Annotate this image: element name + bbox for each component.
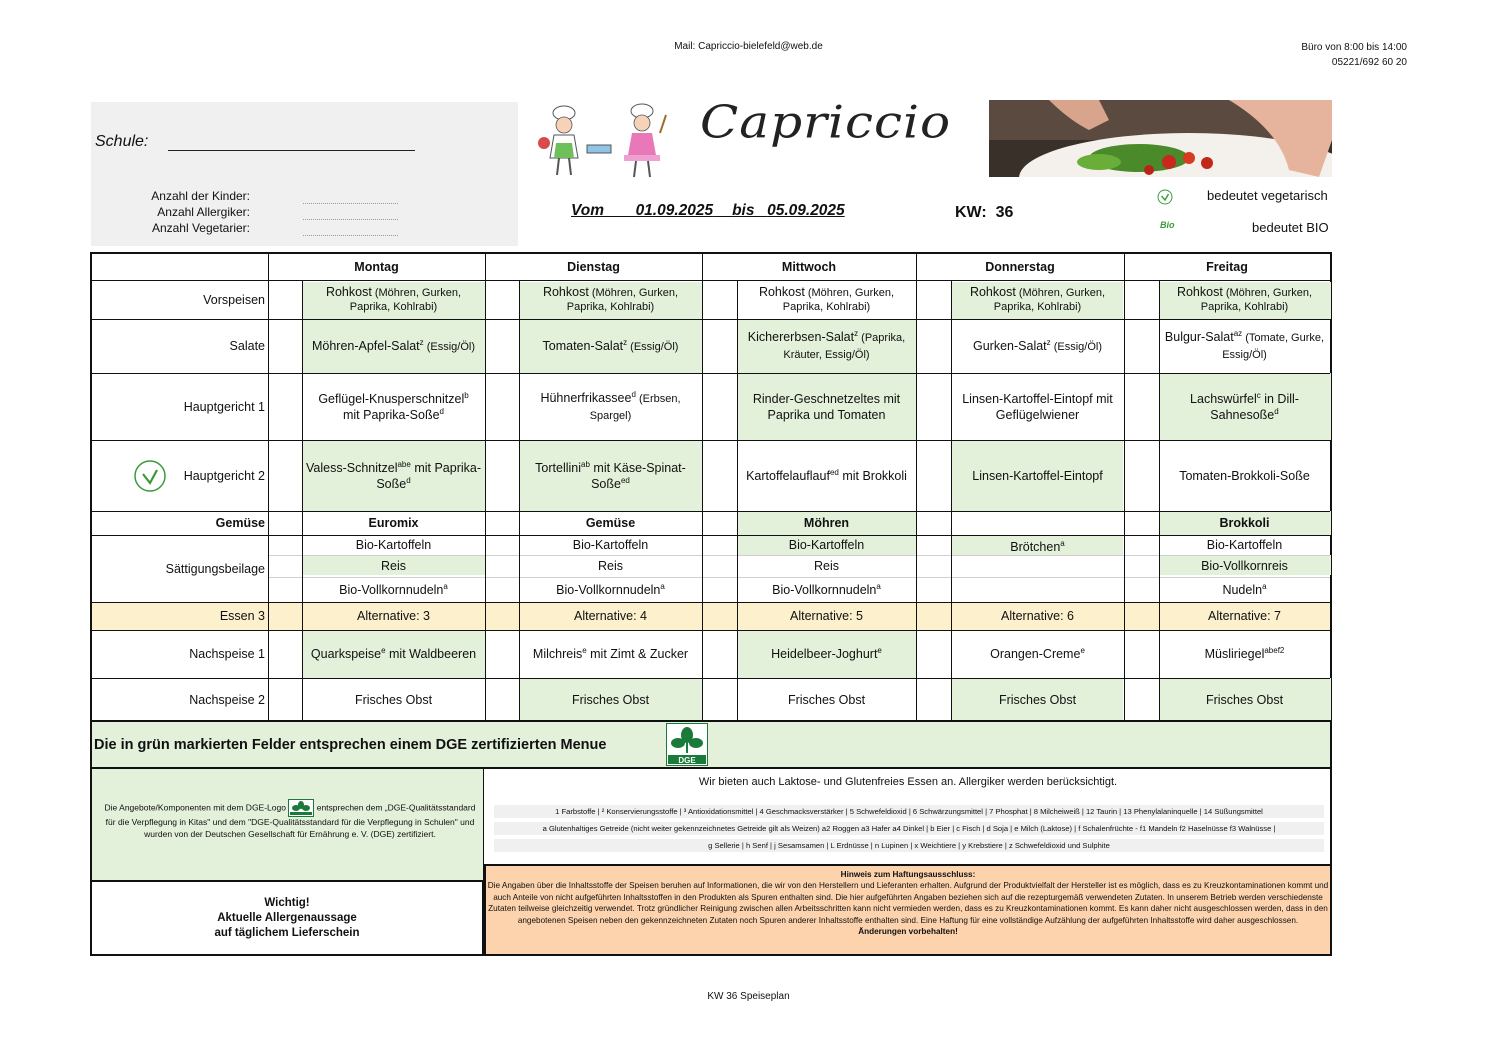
row-label-hauptgericht-2: Hauptgericht 2	[183, 468, 265, 483]
legend-bio-text: bedeutet BIO	[1252, 220, 1329, 235]
menu-item: Orangen-Creme$^e$	[990, 645, 1085, 661]
menu-item	[951, 577, 1124, 602]
menu-item: Euromix	[368, 516, 419, 530]
kw-value: 36	[995, 204, 1014, 221]
menu-item: Bio-Vollkornnudeln$^a$	[772, 581, 881, 597]
menu-item: Lachswürfel$^c$ in Dill-Sahnesoße$^d$	[1190, 390, 1299, 422]
menu-item: Rohkost (Möhren, Gurken, Paprika, Kohlrabi)	[969, 284, 1106, 313]
menu-item: Bio-Vollkornnudeln$^a$	[556, 581, 665, 597]
brand-logo: Capriccio	[700, 95, 952, 149]
menu-item: Rohkost (Möhren, Gurken, Paprika, Kohlrabi)	[325, 284, 462, 313]
allergy-title: Wir bieten auch Laktose- und Glutenfreies Essen an. Allergiker werden berücksichtigt.	[698, 776, 1118, 788]
menu-item: Frisches Obst	[571, 693, 650, 707]
menu-item: Geflügel-Knusperschnitzel$^b$ mit Paprika-Soße$^d$	[318, 390, 469, 422]
row-label-nachspeise-1: Nachspeise 1	[189, 647, 265, 661]
menu-item: Kartoffelauflauf$^{ed}$ mit Brokkoli	[746, 467, 907, 483]
menu-item: Alternative: 3	[357, 609, 430, 623]
menu-item: Brokkoli	[1219, 516, 1270, 530]
wichtig-text: Wichtig! Aktuelle Allergenaussage auf täglichem Lieferschein	[214, 897, 360, 939]
menu-item: Gurken-Salat$^z$ (Essig/Öl)	[973, 337, 1102, 353]
row-label-nachspeise-2: Nachspeise 2	[189, 693, 265, 707]
count-children-label: Anzahl der Kinder:	[151, 189, 250, 203]
contact-mail: Mail: Capriccio-bielefeld@web.de	[674, 41, 823, 52]
school-name-field[interactable]	[168, 150, 415, 151]
menu-grid	[90, 252, 1332, 722]
row-label-essen-3: Essen 3	[219, 609, 265, 623]
menu-item: Reis	[597, 559, 623, 573]
disclaimer-text	[487, 869, 1329, 937]
menu-item: Rohkost (Möhren, Gurken, Paprika, Kohlrabi)	[542, 284, 679, 313]
bio-icon: Bio	[1160, 220, 1175, 230]
menu-item: Frisches Obst	[354, 693, 433, 707]
menu-item: Nudeln$^a$	[1222, 581, 1267, 597]
menu-item: Milchreis$^e$ mit Zimt & Zucker	[532, 645, 689, 661]
disclaimer-end: Änderungen vorbehalten!	[858, 927, 958, 937]
day-header-donnerstag: Donnerstag	[985, 260, 1055, 274]
food-photo	[989, 100, 1332, 177]
menu-item: Reis	[813, 559, 839, 573]
day-header-dienstag: Dienstag	[567, 260, 620, 274]
dge-logo-icon	[666, 723, 708, 766]
day-header-mittwoch: Mittwoch	[781, 260, 837, 274]
menu-item: Alternative: 7	[1208, 609, 1281, 623]
menu-item: Hühnerfrikassee$^d$ (Erbsen, Spargel)	[540, 389, 681, 422]
row-label-saettigungsbeilage: Sättigungsbeilage	[165, 561, 265, 576]
additives-legend: 1 Farbstoffe | ² Konservierungsstoffe | ³ Antioxidationsmittel | 4 Geschmacksverstärker | 5 Schwefeldioxid | 6 Schwärzungsmittel | 7 Phosphat | 8 Milcheiweiß | 12 Taurin | 13 Phenylalaninquelle | 14 Süßungsmittel	[494, 805, 1324, 818]
menu-item: Bio-Kartoffeln	[1206, 538, 1283, 552]
menu-item: Müsliriegel$^{abef2}$	[1204, 645, 1285, 661]
veg-leaf-icon	[1157, 189, 1173, 205]
menu-item: Valess-Schnitzel$^{abe}$ mit Paprika-Soße$^d$	[306, 459, 481, 491]
row-label-hauptgericht-1: Hauptgericht 1	[183, 399, 265, 414]
menu-item: Heidelbeer-Joghurt$^e$	[771, 645, 882, 661]
menu-item: Gemüse	[585, 516, 636, 530]
calendar-week	[955, 204, 1013, 222]
row-label-gemuese: Gemüse	[215, 516, 265, 530]
menu-item: Möhren-Apfel-Salat$^z$ (Essig/Öl)	[311, 337, 476, 353]
menu-item: Frisches Obst	[998, 693, 1077, 707]
menu-item: Frisches Obst	[787, 693, 866, 707]
row-label-salate: Salate	[229, 339, 265, 353]
date-to: 05.09.2025	[767, 202, 845, 219]
menu-item: Linsen-Kartoffel-Eintopf	[972, 468, 1103, 483]
dge-info-text: Die Angebote/Komponenten mit dem DGE-Logo entsprechen dem „DGE-Qualitätsstandard für die Verpflegung in Kitas" und dem "DGE-Qualitätsstandard für die Verpflegung in Schulen" und wurden von der Deutschen Gesellschaft für Ernährung e. V. (DGE) zertifiziert.	[100, 799, 480, 840]
office-info	[1301, 40, 1407, 70]
menu-item: Rinder-Geschnetzeltes mit Paprika und Tomaten	[752, 391, 901, 422]
legend-veg-text: bedeutet vegetarisch	[1207, 188, 1328, 203]
menu-item: Linsen-Kartoffel-Eintopf mit Geflügelwiener	[962, 391, 1113, 422]
bis-label: bis	[732, 202, 755, 219]
menu-item: Reis	[380, 559, 406, 573]
menu-item: Bio-Kartoffeln	[788, 538, 865, 552]
page-footer: KW 36 Speiseplan	[707, 991, 790, 1002]
allergens-legend-2: g Sellerie | h Senf | j Sesamsamen | L Erdnüsse | n Lupinen | x Weichtiere | y Krebstiere | z Schwefeldioxid und Sulphite	[494, 839, 1324, 852]
menu-item: Bio-Vollkornnudeln$^a$	[339, 581, 448, 597]
vom-label: Vom	[571, 202, 605, 219]
row-label-vorspeisen: Vorspeisen	[203, 292, 265, 307]
menu-item: Kichererbsen-Salat$^z$ (Paprika, Kräuter, Essig/Öl)	[747, 328, 906, 361]
date-from: 01.09.2025	[635, 202, 714, 219]
menu-item: Tomaten-Brokkoli-Soße	[1179, 468, 1310, 483]
menu-item: Rohkost (Möhren, Gurken, Paprika, Kohlrabi)	[758, 284, 895, 313]
chefs-illustration	[532, 103, 672, 181]
date-range	[571, 202, 845, 220]
menu-item: Möhren	[803, 516, 850, 530]
menu-item: Bio-Vollkornreis	[1201, 559, 1288, 573]
day-header-montag: Montag	[354, 260, 399, 274]
allergens-legend: a Glutenhaltiges Getreide (nicht weiter gekennzeichnetes Getreide gilt als Weizen) a2 Roggen a3 Hafer a4 Dinkel | b Eier | c Fisch | d Soja | e Milch (Laktose) | f Schalenfrüchte - f1 Mandeln f2 Haselnüsse f3 Walnüsse |	[494, 822, 1324, 835]
dge-logo-icon	[288, 799, 314, 817]
menu-item: Quarkspeise$^e$ mit Waldbeeren	[310, 645, 477, 661]
disclaimer-title: Hinweis zum Haftungsausschluss:	[840, 870, 976, 879]
menu-item: Rohkost (Möhren, Gurken, Paprika, Kohlrabi)	[1176, 284, 1313, 313]
count-allergic-label: Anzahl Allergiker:	[157, 205, 250, 219]
menu-item: Tomaten-Salat$^z$ (Essig/Öl)	[542, 337, 679, 353]
count-vegetarian-field[interactable]	[303, 235, 398, 236]
disclaimer-body: Die Angaben über die Inhaltsstoffe der Speisen beruhen auf Informationen, die wir von den Herstellern und Lieferanten erhalten. Aufgrund der Produktvielfalt der Hersteller ist es möglich, dass es zu Kreuzkontaminationen kommt und auch Anteile von nicht aufgeführten Inhaltsstoffen in den Produkten als Spuren enthalten sind. Die hier aufgeführten Angaben beziehen sich auf die rezepturgemäß verwendeten Zutaten. In unserem Betrieb werden verschiedenste Zutaten teilweise gleichzeitig verwendet. Trotz gründlicher Reinigung zwischen allen Arbeitsschritten kann nicht vermieden werden, dass es zu Kreuzkontaminationen kommt. Es kann daher nicht ausgeschlossen werden, dass in den angebotenen Speisen neben den gekennzeichneten Zutaten noch Spuren anderer Inhaltsstoffe enthalten sind. Eine Haftung für eine vollständige Aufzählung der aufgeführten Inhaltsstoffe wird daher ausgeschlossen.	[487, 881, 1329, 925]
phone: 05221/692 60 20	[1331, 57, 1407, 68]
menu-item: Bulgur-Salat$^{az}$ (Tomate, Gurke, Essig/Öl)	[1164, 328, 1325, 361]
kw-label: KW:	[955, 204, 987, 221]
day-header-freitag: Freitag	[1206, 260, 1248, 274]
menu-item: Frisches Obst	[1205, 693, 1284, 707]
svg-text:DGE: DGE	[678, 756, 696, 765]
menu-item: Brötchen$^a$	[1010, 538, 1065, 554]
menu-item: Bio-Kartoffeln	[572, 538, 649, 552]
menu-item	[951, 555, 1124, 577]
menu-item	[951, 511, 1124, 535]
menu-item: Bio-Kartoffeln	[355, 538, 432, 552]
office-hours: Büro von 8:00 bis 14:00	[1301, 42, 1407, 53]
menu-item: Alternative: 4	[574, 609, 647, 623]
count-children-field[interactable]	[303, 203, 398, 204]
dge-banner-text: Die in grün markierten Felder entsprechen einem DGE zertifizierten Menue	[94, 737, 607, 753]
menu-item: Alternative: 6	[1001, 609, 1074, 623]
menu-item: Alternative: 5	[790, 609, 863, 623]
count-vegetarian-label: Anzahl Vegetarier:	[151, 221, 250, 235]
count-allergic-field[interactable]	[303, 219, 398, 220]
school-label: Schule:	[95, 133, 149, 150]
veg-leaf-icon	[134, 460, 166, 492]
menu-item: Tortellini$^{ab}$ mit Käse-Spinat-Soße$^{ed}$	[535, 459, 686, 491]
